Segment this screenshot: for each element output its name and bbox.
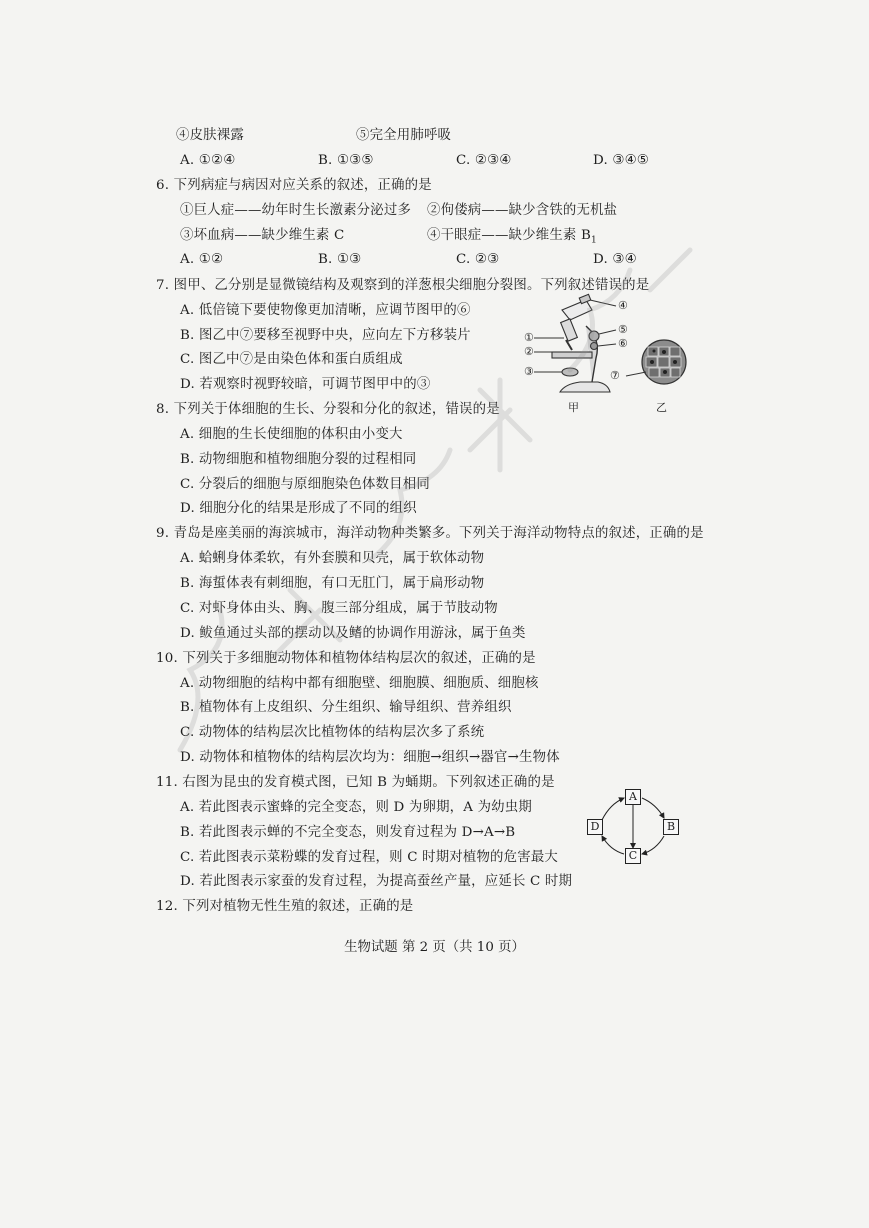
q6-item2: ②佝偻病——缺少含铁的无机盐 [427, 203, 618, 218]
q9-option-c: C. 对虾身体由头、胸、腹三部分组成，属于节肢动物 [180, 601, 498, 616]
q5-option-b: B. ①③⑤ [318, 153, 374, 168]
q6-item4-subscript: 1 [591, 235, 597, 246]
q6-option-a: A. ①② [180, 252, 224, 267]
q9-option-a: A. 蛤蜊身体柔软，有外套膜和贝壳，属于软体动物 [180, 551, 485, 566]
microscope-label-1: ① [524, 331, 534, 344]
cell-label-7: ⑦ [610, 369, 620, 382]
node-b [663, 819, 679, 835]
node-a-label: A [629, 790, 637, 803]
figure-caption-jia: 甲 [568, 401, 579, 414]
q7-option-b: B. 图乙中⑦要移至视野中央，应向左下方移装片 [180, 328, 471, 343]
microscope-label-2: ② [524, 345, 534, 358]
q10-option-d: D. 动物体和植物体的结构层次均为：细胞→组织→器官→生物体 [180, 750, 560, 765]
q12-stem: 12. 下列对植物无性生殖的叙述，正确的是 [156, 899, 414, 914]
microscope-label-6: ⑥ [618, 337, 628, 350]
q7-option-d: D. 若观察时视野较暗，可调节图甲中的③ [180, 377, 431, 392]
q9-option-d: D. 鲅鱼通过头部的摆动以及鳍的协调作用游泳，属于鱼类 [180, 626, 526, 641]
q7-option-a: A. 低倍镜下要使物像更加清晰，应调节图甲的⑥ [180, 303, 471, 318]
q5-item5: ⑤完全用肺呼吸 [356, 128, 452, 143]
q7-stem: 7. 图甲、乙分别是显微镜结构及观察到的洋葱根尖细胞分裂图。下列叙述错误的是 [156, 278, 650, 293]
q9-option-b: B. 海蜇体表有刺细胞，有口无肛门，属于扁形动物 [180, 576, 485, 591]
q10-option-c: C. 动物体的结构层次比植物体的结构层次多了系统 [180, 725, 485, 740]
node-c-label: C [628, 849, 638, 862]
node-d-label: D [590, 820, 600, 833]
q8-option-d: D. 细胞分化的结果是形成了不同的组织 [180, 501, 417, 516]
q5-item4: ④皮肤裸露 [176, 128, 244, 143]
microscope-label-3: ③ [524, 365, 534, 378]
q6-item1: ①巨人症——幼年时生长激素分泌过多 [180, 203, 412, 218]
figure-caption-yi: 乙 [656, 401, 667, 414]
q6-item3: ③坏血病——缺少维生素 C [180, 228, 345, 243]
node-d [587, 819, 603, 835]
q7-option-c: C. 图乙中⑦是由染色体和蛋白质组成 [180, 352, 403, 367]
q11-option-d: D. 若此图表示家蚕的发育过程，为提高蚕丝产量，应延长 C 时期 [180, 874, 573, 889]
q8-option-c: C. 分裂后的细胞与原细胞染色体数目相同 [180, 477, 430, 492]
q6-option-b: B. ①③ [318, 252, 362, 267]
q10-stem: 10. 下列关于多细胞动物体和植物体结构层次的叙述，正确的是 [156, 651, 536, 666]
q5-option-a: A. ①②④ [180, 153, 236, 168]
q6-stem: 6. 下列病症与病因对应关系的叙述，正确的是 [156, 178, 432, 193]
q8-option-b: B. 动物细胞和植物细胞分裂的过程相同 [180, 452, 417, 467]
q5-option-d: D. ③④⑤ [593, 153, 649, 168]
q10-option-b: B. 植物体有上皮组织、分生组织、输导组织、营养组织 [180, 700, 512, 715]
diagonal-watermark [150, 230, 710, 790]
q8-option-a: A. 细胞的生长使细胞的体积由小变大 [180, 427, 403, 442]
q10-option-a: A. 动物细胞的结构中都有细胞壁、细胞膜、细胞质、细胞核 [180, 676, 539, 691]
q11-option-a: A. 若此图表示蜜蜂的完全变态，则 D 为卵期，A 为幼虫期 [180, 800, 532, 815]
q6-item4-text: ④干眼症——缺少维生素 B [427, 228, 591, 243]
node-b-label: B [666, 820, 676, 833]
q11-option-c: C. 若此图表示菜粉蝶的发育过程，则 C 时期对植物的危害最大 [180, 850, 559, 865]
q6-option-c: C. ②③ [456, 252, 500, 267]
microscope-label-4: ④ [618, 299, 628, 312]
microscope-label-5: ⑤ [618, 323, 628, 336]
page-footer: 生物试题 第 2 页（共 10 页） [344, 940, 525, 955]
node-a [625, 789, 641, 805]
q9-stem: 9. 青岛是座美丽的海滨城市，海洋动物种类繁多。下列关于海洋动物特点的叙述，正确的是 [156, 526, 704, 541]
q6-option-d: D. ③④ [593, 252, 637, 267]
q11-stem: 11. 右图为昆虫的发育模式图，已知 B 为蛹期。下列叙述正确的是 [156, 775, 555, 790]
q8-stem: 8. 下列关于体细胞的生长、分裂和分化的叙述，错误的是 [156, 402, 500, 417]
q11-option-b: B. 若此图表示蝉的不完全变态，则发育过程为 D→A→B [180, 825, 516, 840]
node-c [625, 848, 641, 864]
q5-option-c: C. ②③④ [456, 153, 512, 168]
